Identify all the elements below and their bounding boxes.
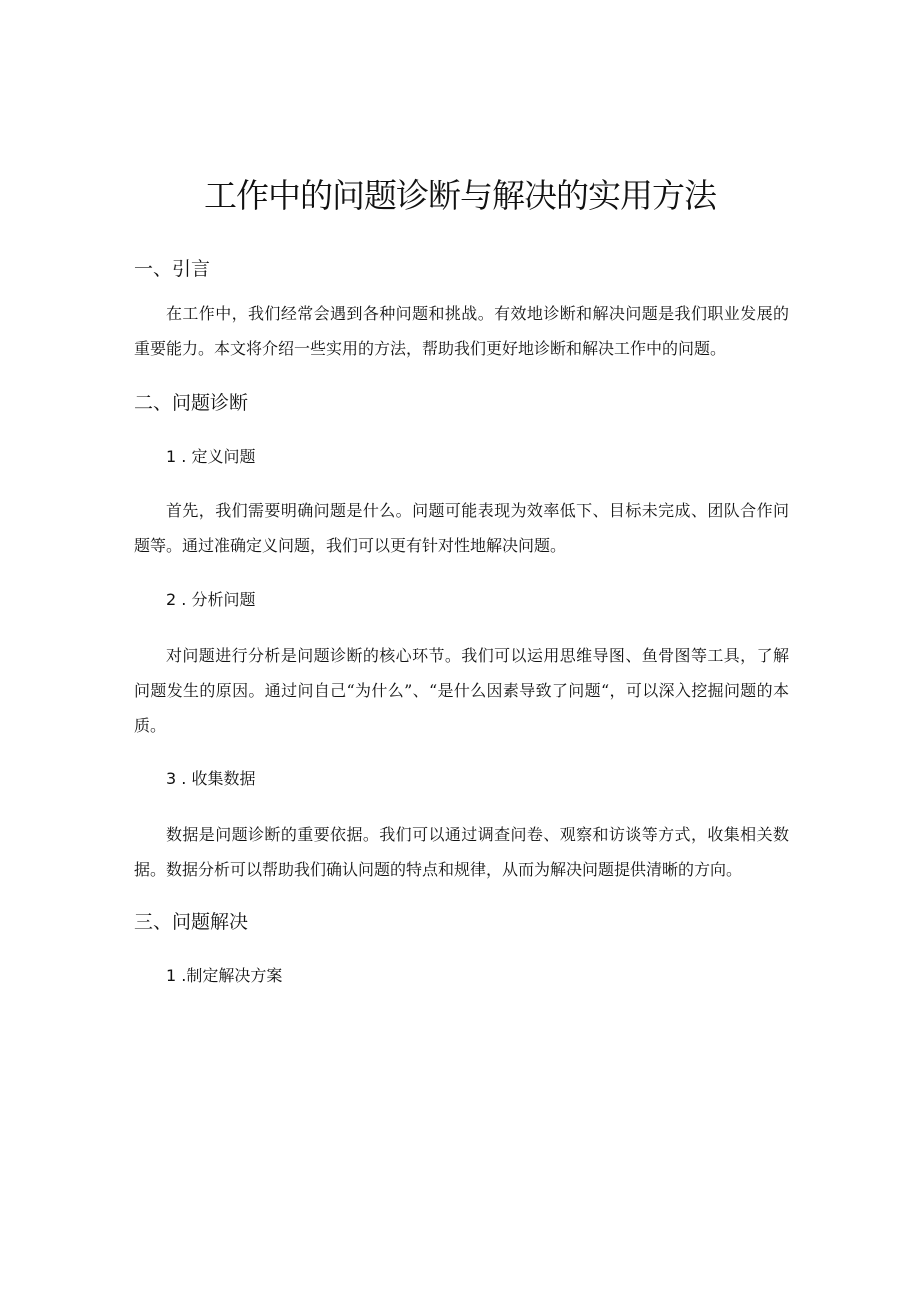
- document-title: 工作中的问题诊断与解决的实用方法: [204, 176, 716, 215]
- subheading-define-problem: 1 . 定义问题: [166, 447, 256, 466]
- section-heading-introduction: 一、引言: [134, 258, 211, 280]
- collect-data-paragraph: 数据是问题诊断的重要依据。我们可以通过调查问卷、观察和访谈等方式，收集相关数据。数据分析可以帮助我们确认问题的特点和规律，从而为解决问题提供清晰的方向。: [134, 825, 789, 879]
- section-heading-diagnosis: 二、问题诊断: [134, 392, 249, 414]
- subheading-make-plan: 1 .制定解决方案: [166, 966, 283, 985]
- subheading-analyze-problem: 2 . 分析问题: [166, 590, 256, 609]
- intro-paragraph: 在工作中，我们经常会遇到各种问题和挑战。有效地诊断和解决问题是我们职业发展的重要能力。本文将介绍一些实用的方法，帮助我们更好地诊断和解决工作中的问题。: [134, 304, 789, 358]
- section-heading-solution: 三、问题解决: [134, 911, 249, 933]
- define-problem-paragraph: 首先，我们需要明确问题是什么。问题可能表现为效率低下、目标未完成、团队合作问题等。通过准确定义问题，我们可以更有针对性地解决问题。: [134, 501, 789, 555]
- subheading-collect-data: 3 . 收集数据: [166, 769, 256, 788]
- analyze-problem-paragraph: 对问题进行分析是问题诊断的核心环节。我们可以运用思维导图、鱼骨图等工具，了解问题发生的原因。通过问自己“为什么”、“是什么因素导致了问题“，可以深入挖掘问题的本质。: [134, 646, 789, 735]
